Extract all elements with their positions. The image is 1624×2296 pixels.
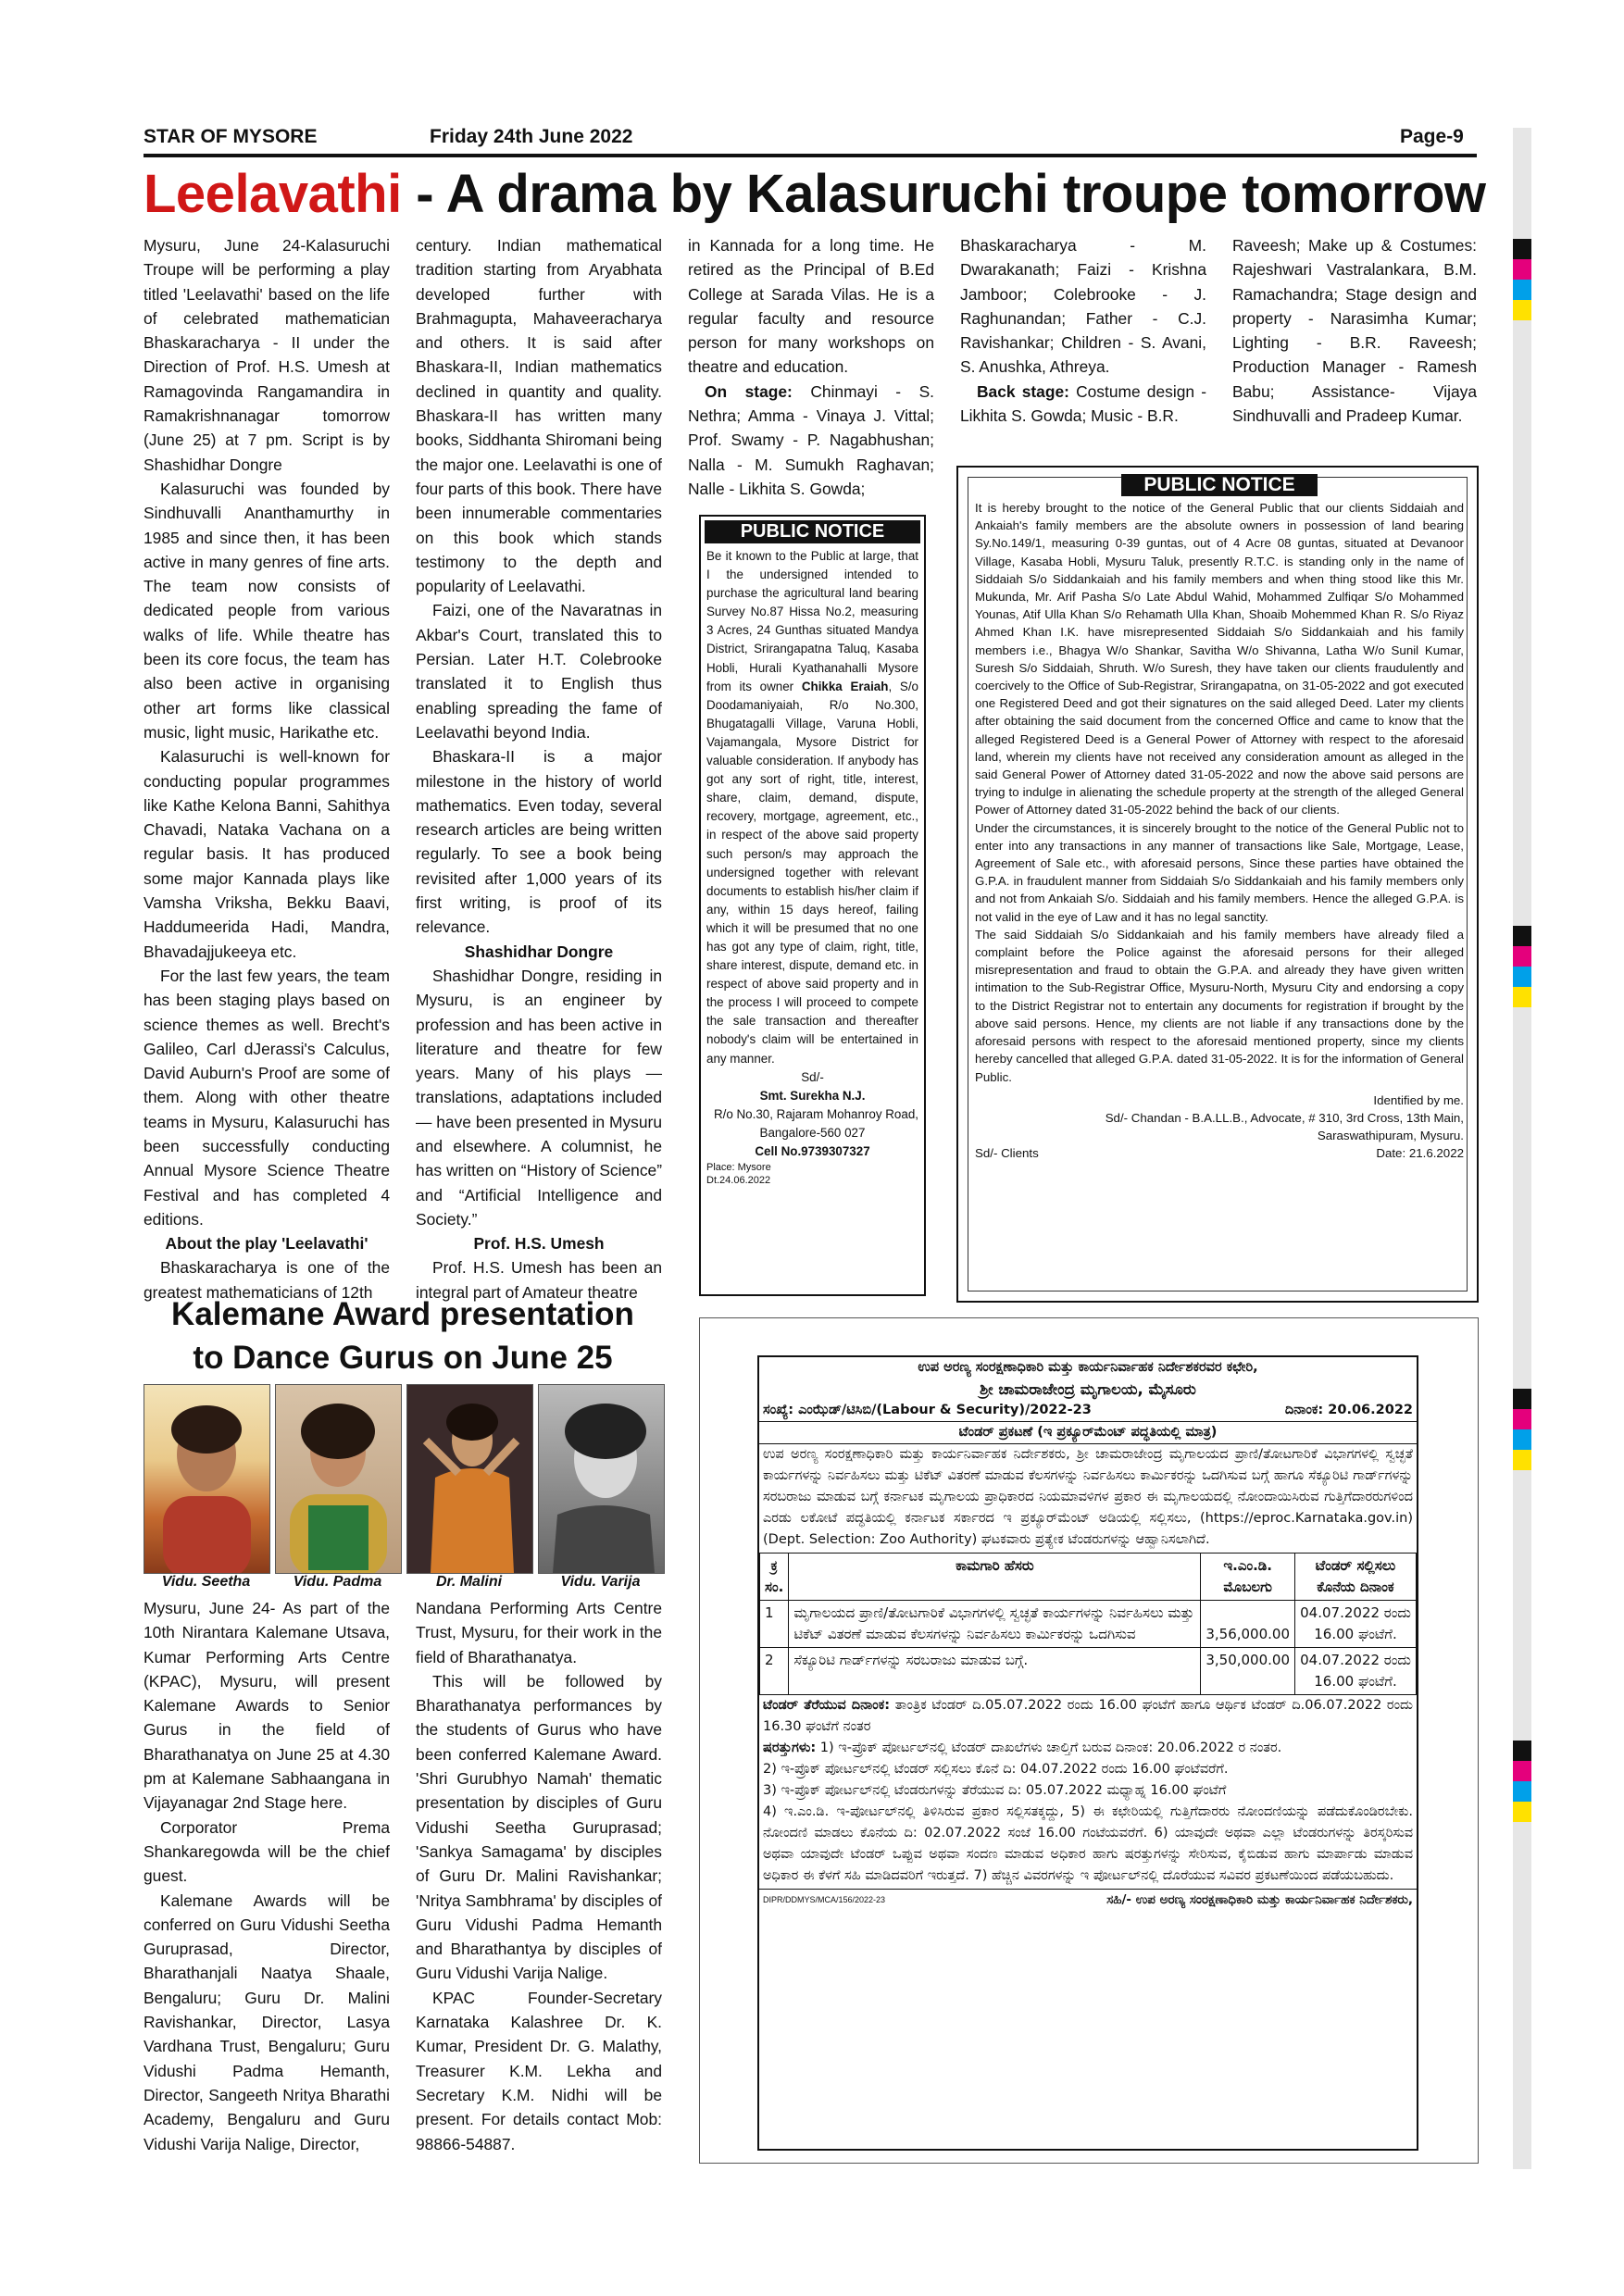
table-row: 2 ಸೆಕ್ಯೂರಿಟಿ ಗಾರ್ಡ್‌ಗಳನ್ನು ಸರಬರಾಜು ಮಾಡುವ ಬಗ್ಗೆ. 3,50,000.00 04.07.2022 ರಂದು 16.00 ಘಂಟೆಗೆ. [760, 1648, 1417, 1695]
paragraph: Kalasuruchi was founded by Sindhuvalli Ananthamurthy in 1985 and since then, it has been active in many genres of fine arts. The team now consists of dedicated people from various walks of life. While theatre has been its core focus, the team has also been active in organising other art forms like classical music, light music, Harikathe etc. [144, 479, 390, 742]
article2-col1 [144, 1596, 390, 2156]
header-rule [144, 154, 1477, 157]
registration-marks-1 [1513, 239, 1531, 322]
kalemane-headline: Kalemane Award presentation to Dance Gurus on June 25 [171, 1296, 634, 1376]
headline-highlight: Leelavathi [144, 164, 402, 224]
paragraph: Kalemane Awards will be conferred on Guru Vidushi Seetha Guruprasad, Director, Bharathanjali Naatya Shaale, Bengaluru; Guru Dr. Malini Ravishankar, Director, Lasya Vardhana Trust, Bengaluru; Guru Vidushi Padma Hemanth, Director, Sangeeth Nritya Bharathi Academy, Bengaluru and Guru Vidushi Varija Nalige, Director, [144, 1890, 390, 2153]
paragraph: Mysuru, June 24- As part of the 10th Nirantara Kalemane Utsava, Kumar Performing Arts Centre (KPAC), Mysuru, will present Kalemane Awards to Senior Gurus in the field of Bharathanatya on June 25 at 4.30 pm at Kalemane Sabhaangana in Vijayanagar 2nd Stage here. [144, 1599, 390, 1813]
paper-name: STAR OF MYSORE [144, 126, 318, 147]
public-notice-1 [699, 515, 926, 1296]
public-notice-2 [956, 466, 1479, 1303]
paragraph: Shashidhar Dongre, residing in Mysuru, is an engineer by profession and has been active in literature and theatre for few years. Many of his plays — translations, adaptations included — have been presented in Mysuru and elsewhere. A columnist, he has written on “History of Science” and “Artificial Intelligence and Society.” [416, 966, 662, 1229]
paragraph: KPAC Founder-Secretary Karnataka Kalashree Dr. K. Kumar, President Dr. G. Malathy, Treasurer K.M. Lekha and Secretary K.M. Nidhi will be present. For details contact Mob: 98866-54887. [416, 1988, 662, 2153]
notice-title: PUBLIC NOTICE [705, 520, 920, 543]
paragraph: Kalasuruchi is well-known for conducting popular programmes like Kathe Kelona Banni, Sahithya Chavadi, Nataka Vachana on a regular basis. It has produced some major Kannada plays like Vamsha Vriksha, Bekku Baavi, Haddumeerida Hadi, Mandra, Bhavadajjukeeya etc. [144, 747, 390, 961]
paragraph: Bhaskara-II is a major milestone in the history of world mathematics. Even today, several research articles are being written regularly. To see a book being revisited after 1,000 years of its first writing, is proof of its relevance. [416, 747, 662, 937]
paragraph: Costume design - Likhita S. Gowda; Music - B.R. [960, 381, 1206, 426]
article1-col4 [960, 233, 1206, 428]
article2-col2 [416, 1596, 662, 2156]
article1-col5 [1232, 233, 1477, 428]
registration-marks-2 [1513, 926, 1531, 1009]
notice-title: PUBLIC NOTICE [1121, 474, 1318, 496]
paragraph: in Kannada for a long time. He retired as the Principal of B.Ed College at Sarada Vilas. He is a regular faculty and resource person for many workshops on theatre and education. [688, 236, 934, 377]
article1-col1 [144, 233, 390, 1304]
photo-dr-malini [406, 1384, 533, 1574]
paragraph: For the last few years, the team has been staging plays based on science themes as well. Brecht's Galileo, Carl dJerassi's Calculus, David Auburn's Proof are some of them. Along with other theatre teams in Mysuru, Kalasuruchi has been successfully conducting Annual Mysore Science Theatre Festival and has completed 4 editions. [144, 966, 390, 1229]
paragraph: Faizi, one of the Navaratnas in Akbar's Court, translated this to Persian. Later H.T. Colebrooke translated it to English thus enabling spreading the fame of Leelavathi beyond India. [416, 601, 662, 742]
paragraph: Raveesh; Make up & Costumes: Rajeshwari Vastralankara, B.M. Ramachandra; Stage design and property - Narasimha Kumar; Lighting - B.R. Raveesh; Production Manager - Ramesh Babu; Assistance- Vijaya Sindhuvalli and Pradeep Kumar. [1232, 236, 1477, 426]
paragraph: Bhaskaracharya is one of the greatest mathematicians of 12th [144, 1258, 390, 1302]
margin-strip [1513, 128, 1531, 2169]
subheading: Prof. H.S. Umesh [473, 1234, 605, 1254]
headline-rest: - A drama by Kalasuruchi troupe tomorrow [401, 164, 1486, 224]
main-headline [144, 163, 1486, 225]
paragraph: This will be followed by Bharathanatya performances by the students of Gurus who have been conferred Kalemane Award. 'Shri Gurubhyo Namah' thematic presentation by disciples of Guru Vidushi Seetha Guruprasad; 'Sankya Samagama' by disciples of Guru Dr. Malini Ravishankar; 'Nritya Sambhrama' by disciples of Guru Vidushi Padma Hemanth and Bharathantya by disciples of Guru Vidushi Varija Nalige. [416, 1671, 662, 1983]
label: On stage: [705, 381, 793, 401]
caption: Vidu. Padma [293, 1574, 382, 1590]
photo-vidu-padma [275, 1384, 402, 1574]
table-row: 1 ಮೃಗಾಲಯದ ಪ್ರಾಣಿ/ತೋಟಗಾರಿಕೆ ವಿಭಾಗಗಳಲ್ಲಿ ಸ್ವಚ್ಛತೆ ಕಾರ್ಯಗಳನ್ನು ನಿರ್ವಹಿಸಲು ಮತ್ತು ಟಿಕೆಟ್ ವಿತರಣೆ ಮಾಡುವ ಕೆಲಸಗಳನ್ನು ನಿರ್ವಹಿಸಲು ಕಾರ್ಮಿಕರನ್ನು ಒದಗಿಸುವ 3,56,000.00 04.07.2022 ರಂದು 16.00 ಘಂಟೆಗೆ. [760, 1601, 1417, 1648]
registration-marks-4 [1513, 1741, 1531, 1824]
article1-col3 [688, 233, 934, 501]
subheading: Shashidhar Dongre [464, 942, 614, 961]
paragraph: Corporator Prema Shankaregowda will be the chief guest. [144, 1817, 390, 1886]
issue-date: Friday 24th June 2022 [430, 126, 633, 147]
paragraph: Chinmayi - S. Nethra; Amma - Vinaya J. Vittal; Prof. Swamy - P. Nagabhushan; Nalla - M. Sumukh Raghavan; Nalle - Likhita S. Gowda; [688, 381, 935, 498]
subheading: About the play 'Leelavathi' [165, 1234, 369, 1254]
paragraph: century. Indian mathematical tradition starting from Aryabhata developed further with Brahmagupta, Mahaveeracharya and others. It is said after Bhaskara-II, Indian mathematics declined in quantity and quality. Bhaskara-II has written many books, Siddhanta Shiromani being the major one. Leelavathi is one of four parts of this book. There have been innumerable commentaries on this book which stands testimony to the depth and popularity of Leelavathi. [416, 236, 662, 596]
photo-vidu-seetha [144, 1384, 270, 1574]
paragraph: Nandana Performing Arts Centre Trust, Mysuru, for their work in the field of Bharathanatya. [416, 1599, 662, 1666]
article1-col2 [416, 233, 662, 1304]
photo-vidu-varija [538, 1384, 665, 1574]
page-number: Page-9 [1400, 126, 1464, 147]
caption: Vidu. Varija [560, 1574, 641, 1590]
tender-table: ಕ್ರ ಸಂ. ಕಾಮಗಾರಿ ಹೆಸರು ಇ.ಎಂ.ಡಿ. ಮೊಬಲಗು ಟೆಂಡರ್ ಸಲ್ಲಿಸಲು ಕೊನೆಯ ದಿನಾಂಕ 1 ಮೃಗಾಲಯದ ಪ್ರಾಣಿ/ತೋಟಗಾರಿಕೆ ವಿಭಾಗಗಳಲ್ಲಿ ಸ್ವಚ್ಛತೆ ಕಾರ್ಯಗಳನ್ನು ನಿರ್ವಹಿಸಲು ಮತ್ತು ಟಿಕೆಟ್ ವಿತರಣೆ ಮಾಡುವ ಕೆಲಸಗಳನ್ನು ನಿರ್ವಹಿಸಲು ಕಾರ್ಮಿಕರನ್ನು ಒದಗಿಸುವ 3,56,000.00 04.07.2022 ರಂದು 16.00 ಘಂಟೆಗೆ. 2 ಸೆಕ್ಯೂರಿಟಿ ಗಾರ್ಡ್‌ಗಳನ್ನು ಸರಬರಾಜು ಮಾಡುವ ಬಗ್ಗೆ. 3,50,000.00 04.07.2022 ರಂದು 16.00 ಘಂಟೆಗೆ. [759, 1553, 1417, 1695]
label: Back stage: [977, 381, 1069, 401]
registration-marks-3 [1513, 1389, 1531, 1472]
paragraph: Bhaskaracharya - M. Dwarakanath; Faizi - Krishna Jamboor; Colebrooke - J. Raghunandan; Father - C.J. Ravishankar; Children - S. Avani, S. Anushka, Athreya. [960, 236, 1206, 377]
notice-body: Be it known to the Public at large, that I the undersigned intended to purchase the agricultural land bearing Survey No.87 Hissa No.2, measuring 3 Acres, 24 Gunthas situated Mandya District, Srirangapatna Taluq, Kasaba Hobli, Hurali Kyathanahalli Mysore from its owner Chikka Eraiah, S/o Doodamaniyaiah, R/o No.300, Bhugatagalli Village, Varuna Hobli, Vajamangala, Mysore District for valuable consideration. If anybody has got any sort of right, title, interest, share, claim, demand, dispute, recovery, mortgage, agreement, etc., in respect of the above said property such person/s may approach the undersigned together with relevant documents to establish his/her claim if any, within 15 days hereof, failing which it will be presumed that no one has got any type of claim, right, title, share interest, dispute, demand etc. in respect of above said property and in the process I will proceed to compete the sale transaction and thereafter nobody's claim will be entertained in any manner. Sd/- Smt. Surekha N.J. R/o No.30, Rajaram Mohanroy Road, Bangalore-560 027 Cell No.9739307327 Place: Mysore Dt.24.06.2022 [706, 549, 918, 1187]
caption: Dr. Malini [435, 1574, 503, 1590]
paragraph: Prof. H.S. Umesh has been an integral part of Amateur theatre [416, 1258, 662, 1302]
tender-notice: ಉಪ ಅರಣ್ಯ ಸಂರಕ್ಷಣಾಧಿಕಾರಿ ಮತ್ತು ಕಾರ್ಯನಿರ್ವಾಹಕ ನಿರ್ದೇಶಕರವರ ಕಛೇರಿ, ಶ್ರೀ ಚಾಮರಾಜೇಂದ್ರ ಮೃಗಾಲಯ, ಮೈಸೂರು ಸಂಖ್ಯೆ: ಎಂಝೆಡ್/ಟಿಸಿಬಿ/(Labour & Security)/2022-23 ದಿನಾಂಕ: 20.06.2022 ಟೆಂಡರ್ ಪ್ರಕಟಣೆ (ಇ ಪ್ರಕ್ಯೂರ್‌ಮೆಂಟ್ ಪದ್ಧತಿಯಲ್ಲಿ ಮಾತ್ರ) ಉಪ ಅರಣ್ಯ ಸಂರಕ್ಷಣಾಧಿಕಾರಿ ಮತ್ತು ಕಾರ್ಯನಿರ್ವಾಹಕ ನಿರ್ದೇಶಕರು, ಶ್ರೀ ಚಾಮರಾಜೇಂದ್ರ ಮೃಗಾಲಯದ ಪ್ರಾಣಿ/ತೋಟಗಾರಿಕೆ ವಿಭಾಗಗಳಲ್ಲಿ ಸ್ವಚ್ಛತೆ ಕಾರ್ಯಗಳನ್ನು ನಿರ್ವಹಿಸಲು ಮತ್ತು ಟಿಕೆಟ್ ವಿತರಣೆ ಮಾಡುವ ಕೆಲಸಗಳನ್ನು ನಿರ್ವಹಿಸಲು ಕಾರ್ಮಿಕರನ್ನು ಒದಗಿಸುವ ಬಗ್ಗೆ ಹಾಗೂ ಸೆಕ್ಯೂರಿಟಿ ಗಾರ್ಡ್‌ಗಳನ್ನು ಸರಬರಾಜು ಮಾಡುವ ಬಗ್ಗೆ ಕರ್ನಾಟಕ ಮೃಗಾಲಯ ಪ್ರಾಧಿಕಾರದ ನಿಯಮಾವಳಿಗಳ ಪ್ರಕಾರ ಈ ಮೃಗಾಲಯದಲ್ಲಿ ನೋಂದಾಯಿಸಿರುವ ಗುತ್ತಿಗೆದಾರರುಗಳಿಂದ ಎರಡು ಲಕೋಟೆ ಪದ್ಧತಿಯಲ್ಲಿ ಕರ್ನಾಟಕ ಸರ್ಕಾರದ ಇ ಪ್ರಕ್ಯೂರ್‌ಮೆಂಟ್ ಅಡಿಯಲ್ಲಿ ಸಲ್ಲಿಸಲು, (https://eproc.Karnataka.gov.in) (Dept. Selection: Zoo Authority) ಘಟಕವಾರು ಪ್ರತ್ಯೇಕ ಟೆಂಡರುಗಳನ್ನು ಆಹ್ವಾನಿಸಲಾಗಿದೆ. ಕ್ರ ಸಂ. ಕಾಮಗಾರಿ ಹೆಸರು ಇ.ಎಂ.ಡಿ. ಮೊಬಲಗು ಟೆಂಡರ್ ಸಲ್ಲಿಸಲು ಕೊನೆಯ ದಿನಾಂಕ 1 ಮೃಗಾಲಯದ ಪ್ರಾಣಿ/ತೋಟಗಾರಿಕೆ ವಿಭಾಗಗಳಲ್ಲಿ ಸ್ವಚ್ಛತೆ ಕಾರ್ಯಗಳನ್ನು ನಿರ್ವಹಿಸಲು ಮತ್ತು ಟಿಕೆಟ್ ವಿತರಣೆ ಮಾಡುವ ಕೆಲಸಗಳನ್ನು ನಿರ್ವಹಿಸಲು ಕಾರ್ಮಿಕರನ್ನು ಒದಗಿಸುವ 3,56,000.00 04.07.2022 ರಂದು 16.00 ಘಂಟೆಗೆ. 2 ಸೆಕ್ಯೂರಿಟಿ ಗಾರ್ಡ್‌ಗಳನ್ನು ಸರಬರಾಜು ಮಾಡುವ ಬಗ್ಗೆ. 3,50,000.00 04.07.2022 ರಂದು 16.00 ಘಂಟೆಗೆ. ಟೆಂಡರ್ ತೆರೆಯುವ ದಿನಾಂಕ: ತಾಂತ್ರಿಕ ಟೆಂಡರ್ ದಿ.05.07.2022 ರಂದು 16.00 ಘಂಟೆಗೆ ಹಾಗೂ ಆರ್ಥಿಕ ಟೆಂಡರ್ ದಿ.06.07.2022 ರಂದು 16.30 ಘಂಟೆಗೆ ನಂತರ ಷರತ್ತುಗಳು: 1) ಇ-ಪ್ರೊಕ್ ಪೋರ್ಟಲ್‌ನಲ್ಲಿ ಟೆಂಡರ್ ದಾಖಲೆಗಳು ಚಾಲ್ತಿಗೆ ಬರುವ ದಿನಾಂಕ: 20.06.2022 ರ ನಂತರ. 2) ಇ-ಪ್ರೊಕ್ ಪೋರ್ಟಲ್‌ನಲ್ಲಿ ಟೆಂಡರ್ ಸಲ್ಲಿಸಲು ಕೊನೆ ದಿ: 04.07.2022 ರಂದು 16.00 ಘಂಟೆವರೆಗೆ. 3) ಇ-ಪ್ರೊಕ್ ಪೋರ್ಟಲ್‌ನಲ್ಲಿ ಟೆಂಡರುಗಳನ್ನು ತೆರೆಯುವ ದಿ: 05.07.2022 ಮಧ್ಯಾಹ್ನ 16.00 ಘಂಟೆಗೆ 4) ಇ.ಎಂ.ಡಿ. ಇ-ಪೋರ್ಟಲ್‌ನಲ್ಲಿ ತಿಳಿಸಿರುವ ಪ್ರಕಾರ ಸಲ್ಲಿಸತಕ್ಕದ್ದು, 5) ಈ ಕಛೇರಿಯಲ್ಲಿ ಗುತ್ತಿಗೆದಾರರು ನೋಂದಣಿಯನ್ನು ಪಡೆದುಕೊಂಡಿರಬೇಕು. ನೋಂದಣಿ ಮಾಡಲು ಕೊನೆಯ ದಿ: 02.07.2022 ಸಂಜೆ 16.00 ಗಂಟೆಯವರೆಗೆ. 6) ಯಾವುದೇ ಅಥವಾ ಎಲ್ಲಾ ಟೆಂಡರುಗಳನ್ನು ತಿರಸ್ಕರಿಸುವ ಅಥವಾ ಯಾವುದೇ ಟೆಂಡರ್ ಒಪ್ಪುವ ಅಥವಾ ಸಂದಣ ಮಾಡುವ ಅಧಿಕಾರ ಹಾಗು ಷರತ್ತುಗಳನ್ನು ಸೇರಿಸುವ, ಕೈಬಿಡುವ ಹಾಗು ಮಾರ್ಪಾಡು ಮಾಡುವ ಅಧಿಕಾರ ಈ ಕೆಳಗೆ ಸಹಿ ಮಾಡಿದವರಿಗೆ ಇರುತ್ತದೆ. 7) ಹೆಚ್ಚಿನ ವಿವರಗಳನ್ನು ಇ ಪೋರ್ಟಲ್‌ನಲ್ಲಿ ದೊರೆಯುವ ಸವಿವರ ಪ್ರಕಟಣೆಯಿಂದ ಪಡೆಯಬಹುದು. DIPR/DDMYS/MCA/156/2022-23 ಸಹಿ/- ಉಪ ಅರಣ್ಯ ಸಂರಕ್ಷಣಾಧಿಕಾರಿ ಮತ್ತು ಕಾರ್ಯನಿರ್ವಾಹಕ ನಿರ್ದೇಶಕರು, [757, 1355, 1418, 2151]
paragraph: Mysuru, June 24-Kalasuruchi Troupe will be performing a play titled 'Leelavathi' based on the life of celebrated mathematician Bhaskaracharya - II under the Direction of Prof. H.S. Umesh at Ramagovinda Rangamandira in Ramakrishnanagar tomorrow (June 25) at 7 pm. Script is by Shashidhar Dongre [144, 236, 390, 474]
notice-body: It is hereby brought to the notice of the General Public that our clients Siddaiah and Ankaiah's family members are the absolute owners in possession of land bearing Sy.No.149/1, measuring 0-39 guntas, out of 4 Acre 08 guntas, situated at Devanoor Village, Kasaba Hobli, Mysuru Taluk, presently R.T.C. is standing only in the name of Siddaiah S/o Siddankaiah and his family members and when thing stood like this Mr. Mukunda, Mr. Arif Pasha S/o Late Abdul Wahid, Mohammed Zulfiqar S/o Mohammed Younas, Atif Ulla Khan S/o Rehamath Ulla Khan, Shoaib Mohemmed Khan R. S/o Riyaz Ahmed Khan I.K. have misrepresented Siddaiah S/o Siddankaiah and his family members i.e., Bhagya W/o Shankar, Savitha W/o Shivanna, Latha W/o Sunil Kumar, Suresh S/o Siddaiah, Shruth. W/o Suresh, they have taken our clients fraudulently and coercively to the Office of Sub-Registrar, Srirangapatna, on 31-05-2022 and got executed one Registered Deed and got their signatures on the said alleged Deed. Later my clients after obtaining the said document from the concerned Office and came to know that the alleged Registered Deed is a General Power of Attorney with respect to the aforesaid land, wherein my clients have not received any consideration amount as alleged in the said General Power of Attorney dated 31-05-2022 and now the above said persons are trying to indulge in alienating the schedule property at the strength of the alleged General Power of Attorney dated 31-05-2022 behind the back of our clients. Under the circumstances, it is sincerely brought to the notice of the General Public not to enter into any transactions in any manner of transactions like Sale, Mortgage, Lease, Agreement of Sale etc., with aforesaid persons, Since these parties have obtained the G.P.A. in fraudulent manner from Siddaiah S/o Siddankaiah and his family members only and not from Ankaiah S/o. Siddaiah and his family members. Hence the alleged G.P.A. is not valid in the eye of Law and it has no legal sanctity. The said Siddaiah S/o Siddankaiah and his family members have already filed a complaint before the Police against the aforesaid persons for their alleged misrepresentation and fraud to obtain the G.P.A. and already they have given written intimation to the Sub-Registrar Office, Mysuru-North, Mysuru City and endorsing a copy to the District Registrar not to entertain any documents for registration if brought by the above said persons. Hence, my clients are not liable if any transactions done by the aforesaid persons with respect to the aforesaid mentioned property, since my clients hereby cancelled that alleged G.P.A. dated 31-05-2022. It is for the information of General Public. Identified by me. Sd/- Chandan - B.A.LL.B., Advocate, # 310, 3rd Cross, 13th Main, Saraswathipuram, Mysuru. Sd/- Clients Date: 21.6.2022 [975, 501, 1464, 1161]
caption: Vidu. Seetha [161, 1574, 251, 1590]
